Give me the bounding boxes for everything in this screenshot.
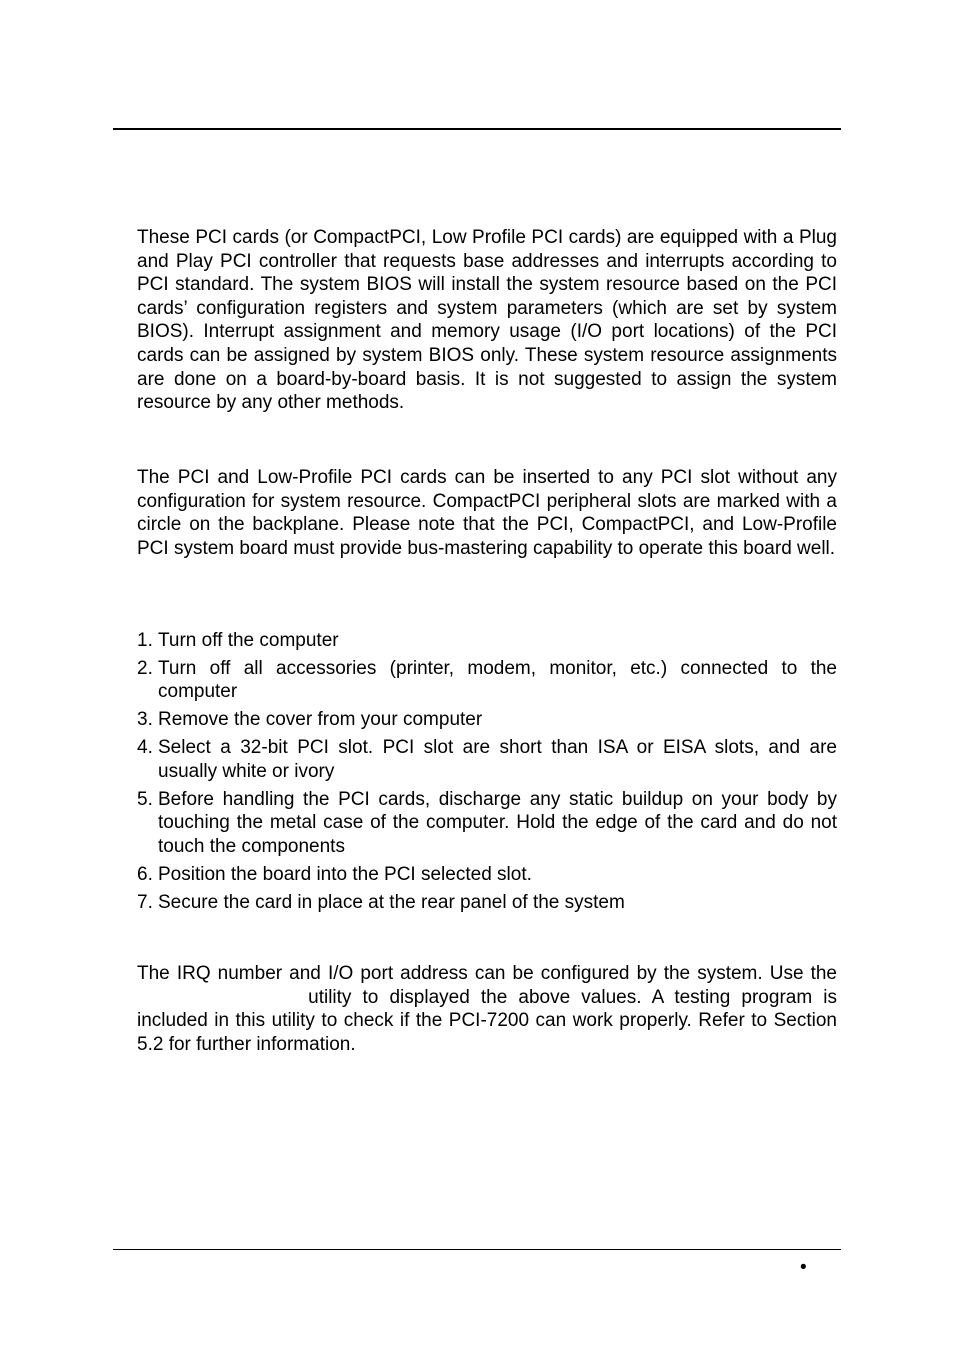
configuration-text-start: The IRQ number and I/O port address can be configured by the system. Use the: [137, 963, 837, 984]
configuration-paragraph: [137, 962, 837, 1056]
step-item: [137, 629, 837, 653]
step-item: [137, 863, 837, 887]
step-item: [137, 788, 837, 859]
step-text: Before handling the PCI cards, discharge any static buildup on your body by touching the metal case of the computer. Hold the edge of the card and do not touch the components: [158, 788, 837, 857]
step-number: 4.: [137, 737, 153, 759]
step-text: Turn off the computer: [158, 630, 339, 651]
step-item: [137, 657, 837, 704]
intro-paragraph: These PCI cards (or CompactPCI, Low Profile PCI cards) are equipped with a Plug and Play PCI controller that requests base addresses and interrupts according to PCI standard. The system BIOS will install the system resource based on the PCI cards’ configuration registers and system parameters (which are set by system BIOS). Interrupt assignment and memory usage (I/O port locations) of the PCI cards can be assigned by system BIOS only. These system resource assignments are done on a board-by-board basis. It is not suggested to assign the system resource by any other methods.: [137, 227, 837, 414]
step-number: 3.: [137, 709, 153, 731]
step-number: 6.: [137, 863, 153, 885]
slot-paragraph: The PCI and Low-Profile PCI cards can be inserted to any PCI slot without any configuration for system resource. CompactPCI peripheral slots are marked with a circle on the backplane. Please note that the PCI, CompactPCI, and Low-Profile PCI system board must provide bus-mastering capability to operate this board well.: [137, 467, 837, 559]
step-number: 2.: [137, 657, 153, 679]
step-text: Turn off all accessories (printer, modem, monitor, etc.) connected to the computer: [158, 657, 837, 703]
step-text: Position the board into the PCI selected slot.: [158, 863, 532, 885]
step-number: 1.: [137, 630, 153, 651]
installation-steps-list: [137, 629, 837, 914]
configuration-section: [137, 962, 837, 1056]
step-number: 5.: [137, 788, 153, 810]
step-number: 7.: [137, 891, 153, 913]
header-rule: [113, 128, 841, 130]
step-item: [137, 891, 837, 915]
step-text: Remove the cover from your computer: [158, 709, 483, 731]
step-item: [137, 736, 837, 783]
step-text: Select a 32-bit PCI slot. PCI slot are short than ISA or EISA slots, and are usually white or ivory: [158, 737, 837, 782]
configuration-text-end: utility to displayed the above values. A testing program is included in this utility to check if the PCI-7200 can work properly. Refer to Section 5.2 for further information.: [137, 986, 838, 1055]
footer-bullet: •: [800, 1257, 807, 1278]
installation-steps-section: [137, 629, 837, 919]
intro-section: [137, 226, 837, 415]
step-item: [137, 708, 837, 732]
footer-rule: [113, 1249, 841, 1250]
slot-section: [137, 466, 837, 560]
step-text: Secure the card in place at the rear panel of the system: [158, 891, 625, 913]
